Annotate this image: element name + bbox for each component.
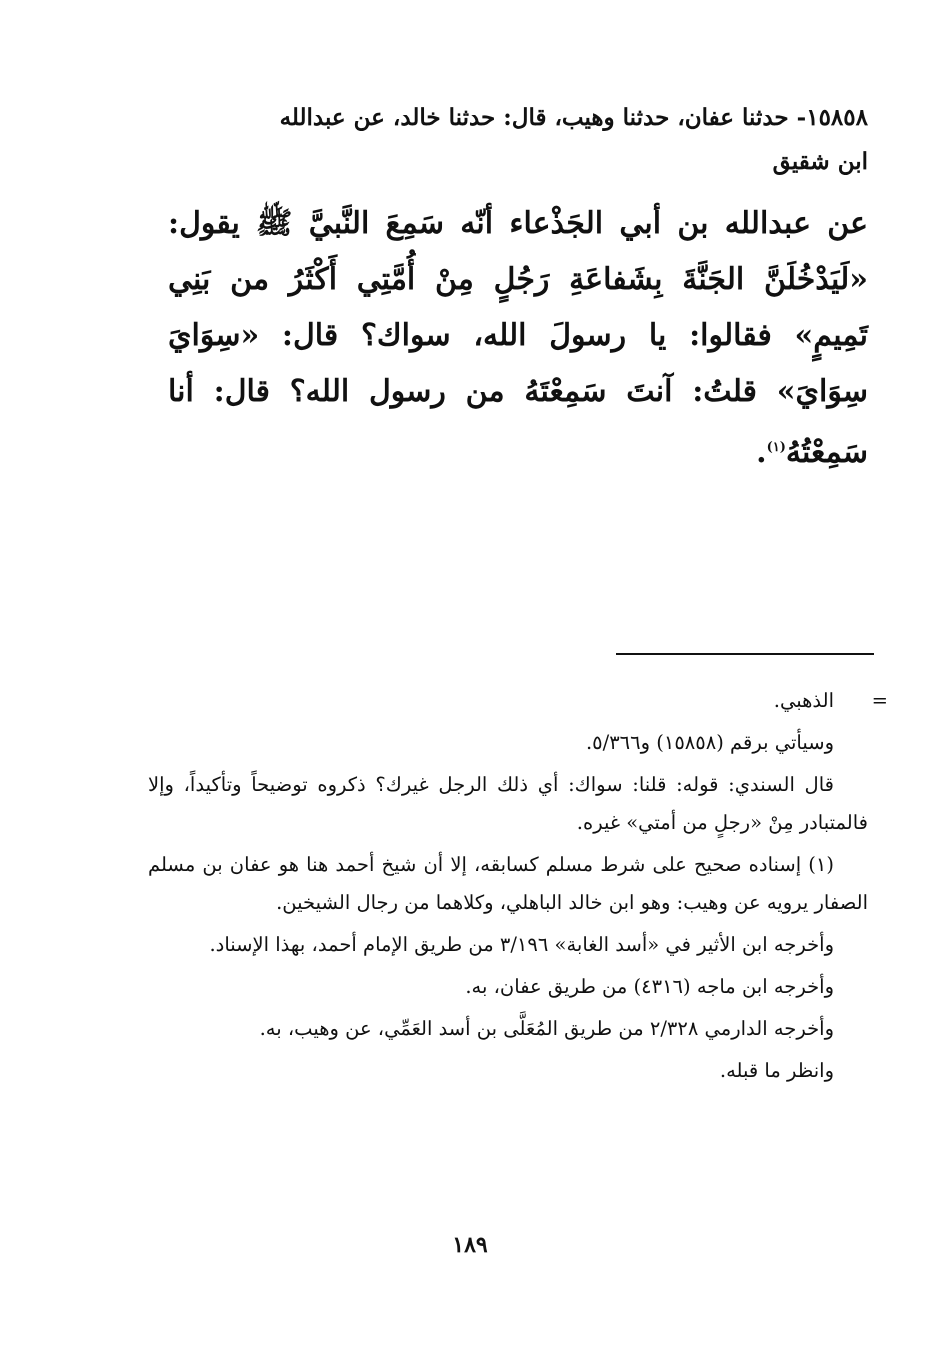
hadith-isnad [168, 96, 868, 184]
footnotes [148, 682, 888, 1094]
continuation-marker: = [871, 689, 888, 712]
matn-end: . [756, 435, 767, 470]
footnote-line: وأخرجه الدارمي ٢/٣٢٨ من طريق المُعَلَّى بن أسد العَمِّي، عن وهيب، به. [259, 1017, 834, 1040]
footnote-line: وسيأتي برقم (١٥٨٥٨) و٥/٣٦٦. [585, 731, 834, 754]
hadith-matn [168, 196, 868, 481]
isnad-line-2: ابن شقيق [772, 148, 868, 175]
isnad-line-1: ١٥٨٥٨- حدثنا عفان، حدثنا وهيب، قال: حدثنا خالد، عن عبدالله [279, 104, 868, 131]
footnote-line: (١) إسناده صحيح على شرط مسلم كسابقه، إلا أن شيخ أحمد هنا هو عفان بن مسلم الصفار يرويه عن وهيب: وهو ابن خالد الباهلي، وكلاهما من رجال الشيخين. [148, 853, 868, 914]
footnote-line: الذهبي. [773, 689, 834, 712]
footnote-line: وانظر ما قبله. [719, 1059, 834, 1082]
matn-text: عن عبدالله بن أبي الجَذْعاء أنّه سَمِعَ النَّبيَّ ﷺ يقول: «لَيَدْخُلَنَّ الجَنَّةَ بِشَفاعَةِ رَجُلٍ مِنْ أُمَّتِي أَكْثَرُ من بَنِي تَمِيمٍ» فقالوا: يا رسولَ الله، سواك؟ قال: «سِوَايَ سِوَايَ» قلتُ: آنتَ سَمِعْتَهُ من رسول الله؟ قال: أنا سَمِعْتُهُ [168, 206, 868, 470]
footnote-separator [616, 653, 874, 655]
footnote-line: قال السندي: قوله: قلنا: سواك: أي ذلك الرجل غيرك؟ ذكروه توضيحاً وتأكيداً، وإلا فالمتبادر مِنْ «رجلٍ من أمتي» غيره. [148, 773, 868, 834]
footnote-ref: (١) [766, 440, 786, 455]
footnote-line: وأخرجه ابن ماجه (٤٣١٦) من طريق عفان، به. [465, 975, 834, 998]
footnote-line: وأخرجه ابن الأثير في «أسد الغابة» ٣/١٩٦ من طريق الإمام أحمد، بهذا الإسناد. [209, 933, 834, 956]
page-number: ١٨٩ [452, 1232, 488, 1258]
